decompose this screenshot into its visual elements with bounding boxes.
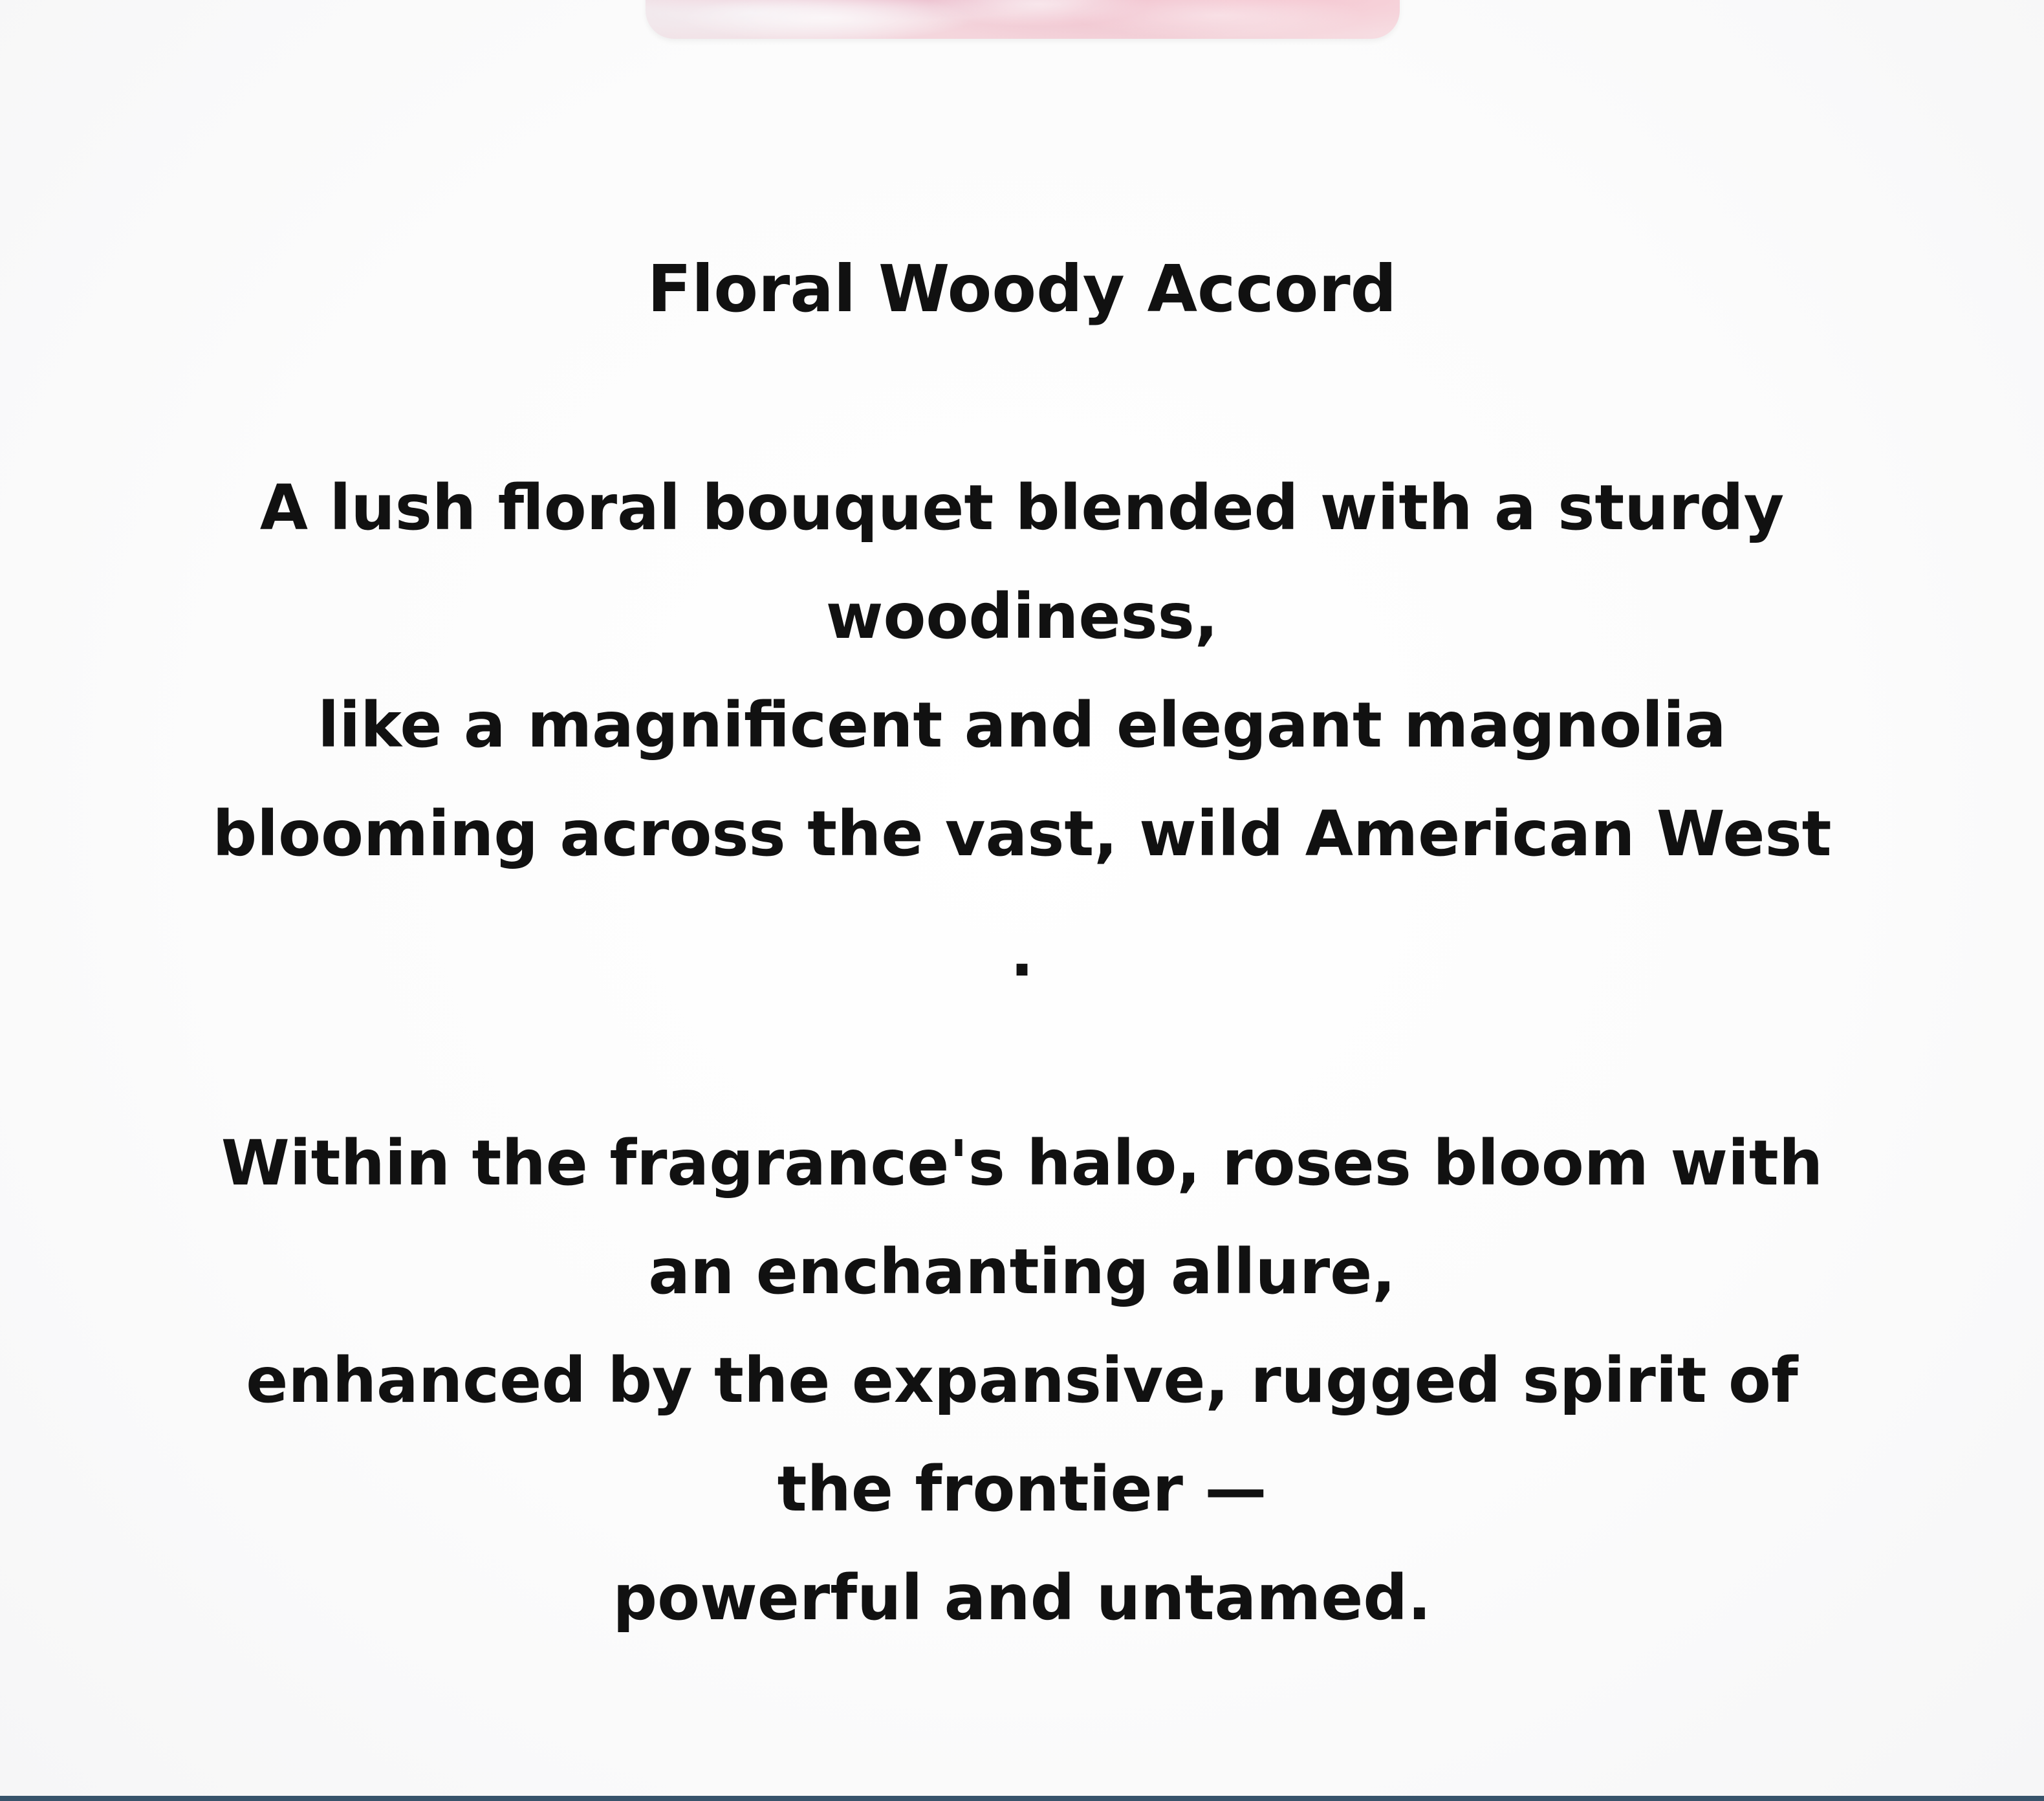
description-line: like a magnificent and elegant magnolia: [318, 689, 1726, 761]
description-line: woodiness,: [825, 580, 1219, 653]
description-line: .: [1010, 918, 1034, 990]
description-line: A lush floral bouquet blended with a sturdy: [259, 472, 1785, 544]
bottom-divider: [0, 1796, 2044, 1801]
description-line: powerful and untamed.: [613, 1562, 1431, 1634]
accord-title: Floral Woody Accord: [647, 251, 1397, 327]
description-line: enhanced by the expansive, rugged spirit of: [246, 1344, 1798, 1417]
description-line: the frontier —: [777, 1453, 1267, 1525]
product-image: [646, 0, 1400, 39]
description-line: an enchanting allure,: [648, 1236, 1396, 1308]
description-line: blooming across the vast, wild American West: [212, 798, 1832, 870]
description-line: Within the fragrance's halo, roses bloom with: [221, 1127, 1823, 1199]
